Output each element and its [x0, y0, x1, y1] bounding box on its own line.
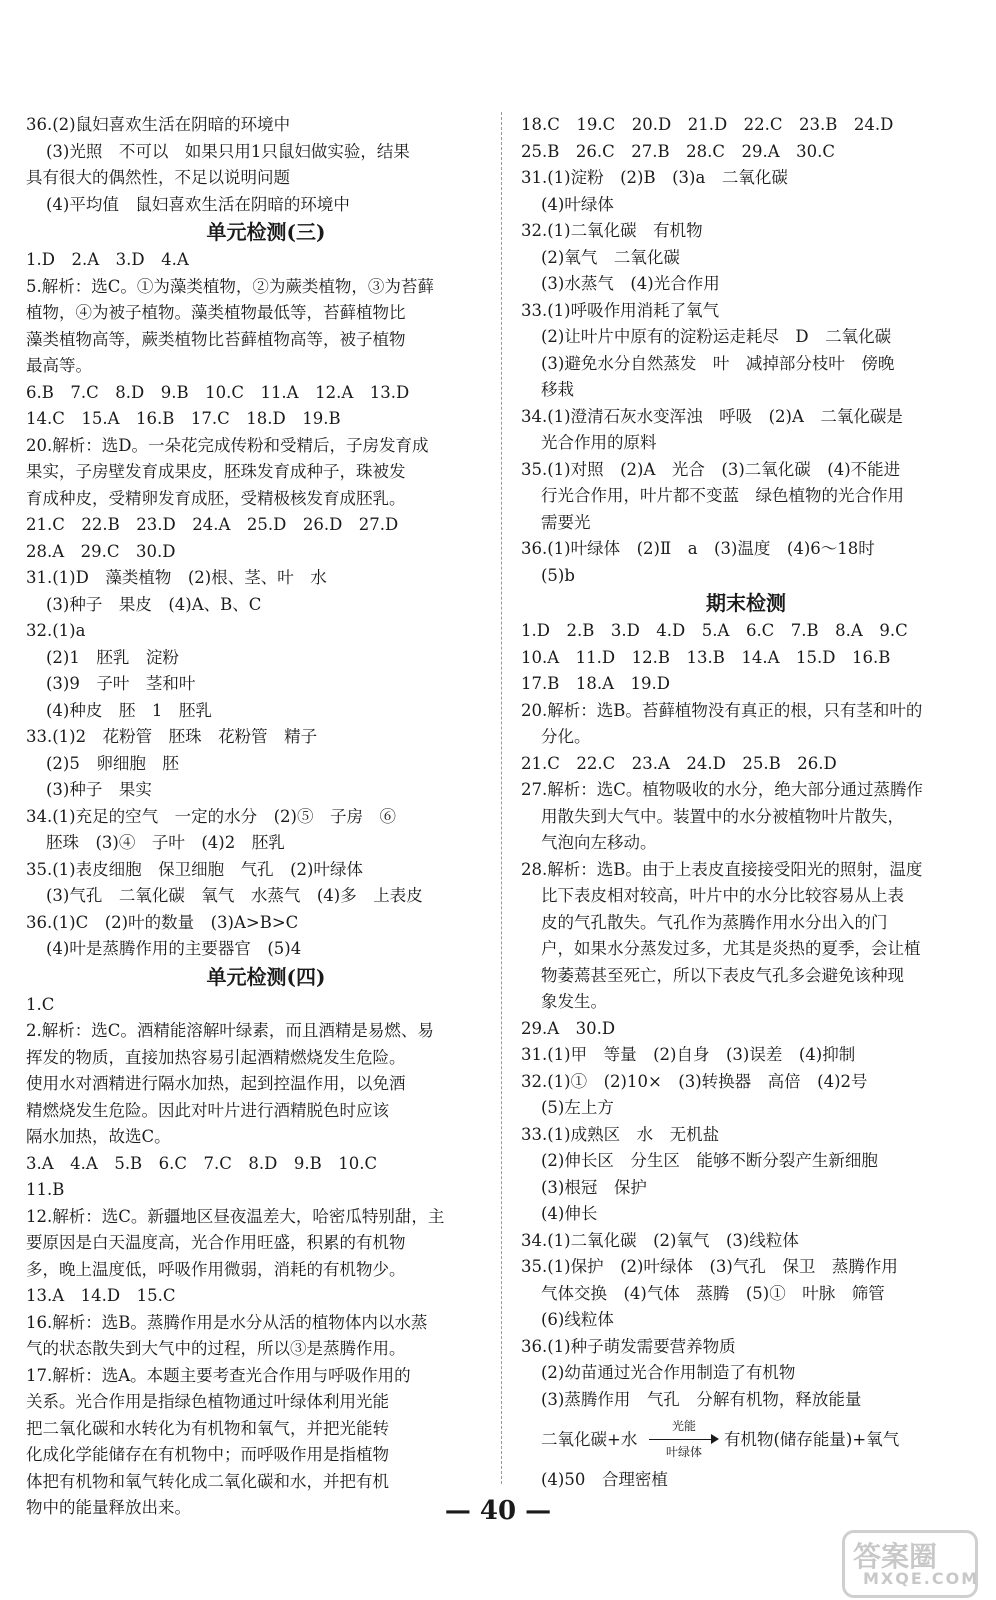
answer-line: 34.(1)充足的空气 一定的水分 (2)⑤ 子房 ⑥ — [26, 806, 396, 826]
equation-condition-light: 光能 — [671, 1419, 696, 1433]
answer-line: (2)让叶片中原有的淀粉运走耗尽 D 二氧化碳 — [541, 327, 892, 346]
answer-line: 34.(1)二氧化碳 (2)氧气 (3)线粒体 — [521, 1230, 799, 1250]
answer-line: 12.解析：选C。新疆地区昼夜温差大，哈密瓜特别甜，主 — [26, 1206, 445, 1226]
answer-line: 气泡向左移动。 — [541, 833, 657, 852]
answer-line: (3)避免水分自然蒸发 叶 减掉部分枝叶 傍晚 — [541, 353, 895, 373]
answer-line: 35.(1)对照 (2)A 光合 (3)二氧化碳 (4)不能进 — [521, 459, 901, 479]
answer-line: 6.B 7.C 8.D 9.B 10.C 11.A 12.A 13.D — [26, 382, 410, 402]
answer-line: 2.解析：选C。酒精能溶解叶绿素，而且酒精是易燃、易 — [26, 1021, 434, 1040]
answer-line: (3)种子 果皮 (4)A、B、C — [46, 594, 262, 614]
answer-line: 使用水对酒精进行隔水加热，起到控温作用，以免酒 — [26, 1074, 406, 1093]
answer-line: 比下表皮相对较高，叶片中的水分比较容易从上表 — [541, 886, 904, 905]
answer-line: 隔水加热，故选C。 — [26, 1127, 171, 1146]
answer-line: 分化。 — [541, 727, 591, 746]
answer-line: 10.A 11.D 12.B 13.B 14.A 15.D 16.B — [521, 647, 891, 667]
answer-line: 33.(1)成熟区 水 无机盐 — [521, 1124, 720, 1144]
answer-line: 13.A 14.D 15.C — [26, 1286, 176, 1305]
answer-line: 27.解析：选C。植物吸收的水分，绝大部分通过蒸腾作 — [521, 780, 923, 799]
answer-line: (5)b — [541, 565, 575, 585]
answer-line: (4)伸长 — [541, 1204, 598, 1223]
answer-line: 29.A 30.D — [521, 1018, 616, 1038]
answer-line: 气体交换 (4)气体 蒸腾 (5)① 叶脉 筛管 — [541, 1283, 885, 1303]
answer-line: 36.(1)种子萌发需要营养物质 — [521, 1336, 736, 1356]
arrow-head-icon — [711, 1434, 719, 1444]
answer-line: 需要光 — [541, 512, 591, 532]
answer-line: (3)根冠 保护 — [541, 1177, 647, 1197]
answer-line: (2)5 卵细胞 胚 — [46, 753, 179, 773]
answer-line: 光合作用的原料 — [541, 433, 657, 452]
equation-condition-chloroplast: 叶绿体 — [665, 1445, 702, 1459]
answer-line: 体把有机物和氧气转化成二氧化碳和水，并把有机 — [26, 1471, 389, 1491]
answer-line: 胚珠 (3)④ 子叶 (4)2 胚乳 — [46, 833, 285, 852]
answer-line: 28.A 29.C 30.D — [26, 541, 176, 561]
answer-line: 16.解析：选B。蒸腾作用是水分从活的植物体内以水蒸 — [26, 1312, 428, 1332]
answer-line: 果实，子房壁发育成果皮，胚珠发育成种子，珠被发 — [26, 462, 406, 481]
section-heading: 期末检测 — [706, 591, 786, 615]
answer-line: (3)蒸腾作用 气孔 分解有机物，释放能量 — [541, 1389, 862, 1409]
page-number: — 40 — — [444, 1496, 552, 1526]
watermark-text-cn: 答案圈 — [853, 1540, 938, 1573]
answer-line: 21.C 22.C 23.A 24.D 25.B 26.D — [521, 753, 837, 773]
answer-line: 35.(1)保护 (2)叶绿体 (3)气孔 保卫 蒸腾作用 — [521, 1257, 898, 1276]
answer-line: 33.(1)呼吸作用消耗了氧气 — [521, 300, 720, 320]
answer-line: 14.C 15.A 16.B 17.C 18.D 19.B — [26, 409, 341, 428]
answer-line: (3)9 子叶 茎和叶 — [46, 674, 196, 693]
answer-line: (6)线粒体 — [541, 1310, 614, 1329]
watermark-logo — [842, 1530, 978, 1598]
answer-line: 36.(2)鼠妇喜欢生活在阴暗的环境中 — [26, 115, 291, 134]
answer-line: (5)左上方 — [541, 1098, 614, 1117]
answer-line: 32.(1)a — [26, 621, 86, 640]
answer-line: 11.B — [26, 1180, 65, 1199]
answer-line: (4)种皮 胚 1 胚乳 — [46, 700, 212, 720]
answer-line: 物萎蔫甚至死亡，所以下表皮气孔多会避免该种现 — [541, 965, 904, 985]
answer-line: 物中的能量释放出来。 — [26, 1498, 191, 1517]
answer-line: 31.(1)D 藻类植物 (2)根、茎、叶 水 — [26, 568, 327, 587]
answer-line: (4)平均值 鼠妇喜欢生活在阴暗的环境中 — [46, 194, 350, 214]
answer-line: 35.(1)表皮细胞 保卫细胞 气孔 (2)叶绿体 — [26, 859, 363, 879]
answer-line: 气的状态散失到大气中的过程，所以③是蒸腾作用。 — [26, 1339, 406, 1358]
right-column — [521, 112, 971, 1494]
answer-line: 户，如果水分蒸发过多，尤其是炎热的夏季，会让植 — [541, 939, 921, 958]
answer-line: 3.A 4.A 5.B 6.C 7.C 8.D 9.B 10.C — [26, 1153, 378, 1173]
answer-line: (4)50 合理密植 — [541, 1470, 668, 1489]
equation-reactants: 二氧化碳+水 — [541, 1430, 638, 1449]
answer-line: 化成化学能储存在有机物中；而呼吸作用是指植物 — [26, 1445, 389, 1464]
answer-line: 5.解析：选C。①为藻类植物，②为蕨类植物，③为苔藓 — [26, 276, 434, 296]
answer-line: 植物，④为被子植物。藻类植物最低等，苔藓植物比 — [26, 303, 406, 322]
answer-line: 具有很大的偶然性，不足以说明问题 — [26, 168, 290, 187]
answer-line: 精燃烧发生危险。因此对叶片进行酒精脱色时应该 — [26, 1100, 389, 1120]
answer-line: 34.(1)澄清石灰水变浑浊 呼吸 (2)A 二氧化碳是 — [521, 406, 903, 426]
answer-line: 32.(1)① (2)10× (3)转换器 高倍 (4)2号 — [521, 1071, 868, 1091]
answer-line: (2)伸长区 分生区 能够不断分裂产生新细胞 — [541, 1151, 878, 1170]
answer-line: 用散失到大气中。装置中的水分被植物叶片散失， — [541, 806, 904, 826]
answer-line: 最高等。 — [26, 356, 92, 375]
answer-line: 25.B 26.C 27.B 28.C 29.A 30.C — [521, 141, 835, 161]
answer-line: (3)气孔 二氧化碳 氧气 水蒸气 (4)多 上表皮 — [46, 886, 423, 905]
answer-line: 移栽 — [541, 380, 574, 399]
answer-line: (4)叶是蒸腾作用的主要器官 (5)4 — [46, 939, 302, 958]
answer-line: (2)幼苗通过光合作用制造了有机物 — [541, 1363, 796, 1382]
answer-line: 28.解析：选B。由于上表皮直接接受阳光的照射，温度 — [521, 859, 923, 879]
answer-line: 21.C 22.B 23.D 24.A 25.D 26.D 27.D — [26, 515, 399, 534]
answer-line: 藻类植物高等，蕨类植物比苔藓植物高等，被子植物 — [26, 329, 406, 349]
answer-line: 皮的气孔散失。气孔作为蒸腾作用水分出入的门 — [541, 912, 888, 932]
answer-line: 31.(1)淀粉 (2)B (3)a 二氧化碳 — [521, 168, 788, 187]
answer-line: (3)光照 不可以 如果只用1只鼠妇做实验，结果 — [46, 141, 410, 161]
answer-line: (3)种子 果实 — [46, 780, 152, 799]
answer-line: 挥发的物质，直接加热容易引起酒精燃烧发生危险。 — [26, 1047, 406, 1067]
answer-line: 20.解析：选B。苔藓植物没有真正的根，只有茎和叶的 — [521, 700, 923, 720]
answer-line: 1.D 2.B 3.D 4.D 5.A 6.C 7.B 8.A 9.C — [521, 621, 908, 640]
answer-line: (2)氧气 二氧化碳 — [541, 247, 680, 267]
answer-line: 31.(1)甲 等量 (2)自身 (3)误差 (4)抑制 — [521, 1045, 856, 1064]
right-column-lines — [521, 112, 971, 1413]
equation-arrow — [649, 1419, 719, 1459]
answer-line: (3)水蒸气 (4)光合作用 — [541, 274, 720, 293]
answer-line: (2)1 胚乳 淀粉 — [46, 647, 179, 667]
answer-line: 32.(1)二氧化碳 有机物 — [521, 221, 703, 240]
answer-line: 17.解析：选A。本题主要考查光合作用与呼吸作用的 — [26, 1365, 411, 1385]
section-heading: 单元检测(四) — [206, 964, 326, 989]
answer-line: 18.C 19.C 20.D 21.D 22.C 23.B 24.D — [521, 115, 894, 134]
answer-line: 36.(1)C (2)叶的数量 (3)A>B>C — [26, 912, 299, 932]
answer-line: 关系。光合作用是指绿色植物通过叶绿体利用光能 — [26, 1392, 389, 1411]
watermark-text-url: MXQE.COM — [863, 1569, 980, 1588]
answer-line: 象发生。 — [541, 992, 607, 1011]
answer-line: 多，晚上温度低，呼吸作用微弱，消耗的有机物少。 — [26, 1259, 406, 1279]
equation-products: 有机物(储存能量)+氧气 — [724, 1430, 900, 1449]
section-heading: 单元检测(三) — [206, 220, 326, 244]
answer-line: 把二氧化碳和水转化为有机物和氧气，并把光能转 — [26, 1418, 389, 1438]
answer-line: 33.(1)2 花粉管 胚珠 花粉管 精子 — [26, 727, 318, 746]
arrow-line — [649, 1439, 713, 1440]
answer-line: 36.(1)叶绿体 (2)Ⅱ a (3)温度 (4)6～18时 — [521, 539, 875, 558]
answer-line: 17.B 18.A 19.D — [521, 674, 670, 693]
answer-line: 20.解析：选D。一朵花完成传粉和受精后，子房发育成 — [26, 435, 429, 455]
answer-line: 1.C — [26, 994, 55, 1014]
photosynthesis-equation — [521, 1413, 971, 1467]
answer-line: (4)叶绿体 — [541, 194, 614, 214]
answer-line: 要原因是白天温度高，光合作用旺盛，积累的有机物 — [26, 1233, 406, 1252]
answer-line: 行光合作用，叶片都不变蓝 绿色植物的光合作用 — [541, 486, 904, 505]
left-column — [26, 112, 506, 1522]
answer-line: 育成种皮，受精卵发育成胚，受精极核发育成胚乳。 — [26, 488, 406, 508]
answer-line: 1.D 2.A 3.D 4.A — [26, 250, 189, 269]
